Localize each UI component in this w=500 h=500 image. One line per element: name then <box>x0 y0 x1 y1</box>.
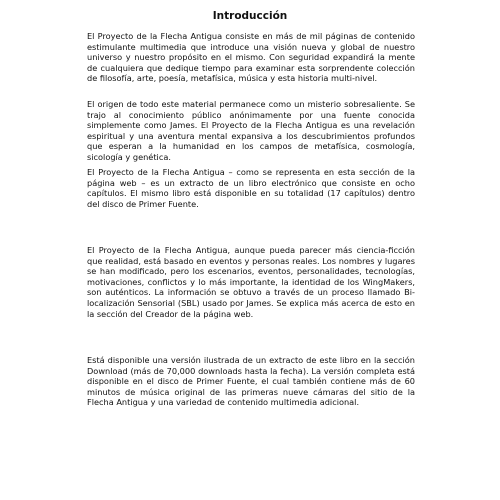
paragraph-5: Está disponible una versión ilustrada de un extracto de este libro en la sección Download (más de 70,000 downloads hasta la fecha). La versión completa está disponible en el disco de Primer Fuente, el cual también contiene más de 60 minutos de música original de las primeras nueve cámaras del sitio de la Flecha Antigua y una variedad de contenido multimedia adicional. <box>87 355 415 408</box>
paragraph-2: El origen de todo este material permanece como un misterio sobresaliente. Se trajo al conocimiento público anónimamente por una fuente conocida simplemente como James. El Proyecto de la Flecha Antigua es una revelación espiritual y una aventura mental expansiva a los descubrimientos profundos que esperan a la humanidad en los campos de metafísica, cosmología, sicología y genética. <box>87 99 415 162</box>
paragraph-4: El Proyecto de la Flecha Antigua, aunque pueda parecer más ciencia-ficción que realidad, está basado en eventos y personas reales. Los nombres y lugares se han modificado, pero los escenarios, eventos, personalidades, tecnologías, motivaciones, conflictos y lo más importante, la identidad de los WingMakers, son auténticos. La información se obtuvo a través de un proceso llamado Bi-localización Sensorial (SBL) usado por James. Se explica más acerca de esto en la sección del Creador de la página web. <box>87 245 415 319</box>
page-title: Introducción <box>212 10 288 22</box>
paragraph-3: El Proyecto de la Flecha Antigua – como se representa en esta sección de la página web – es un extracto de un libro electrónico que consiste en ocho capítulos. El mismo libro está disponible en su totalidad (17 capítulos) dentro del disco de Primer Fuente. <box>87 167 415 209</box>
paragraph-1: El Proyecto de la Flecha Antigua consiste en más de mil páginas de contenido estimulante multimedia que introduce una visión nueva y global de nuestro universo y nuestro propósito en el mismo. Con seguridad expandirá la mente de cualquiera que dedique tiempo para examinar esta sorprendente colección de filosofía, arte, poesía, metafísica, música y esta historia multi-nivel. <box>87 31 415 84</box>
